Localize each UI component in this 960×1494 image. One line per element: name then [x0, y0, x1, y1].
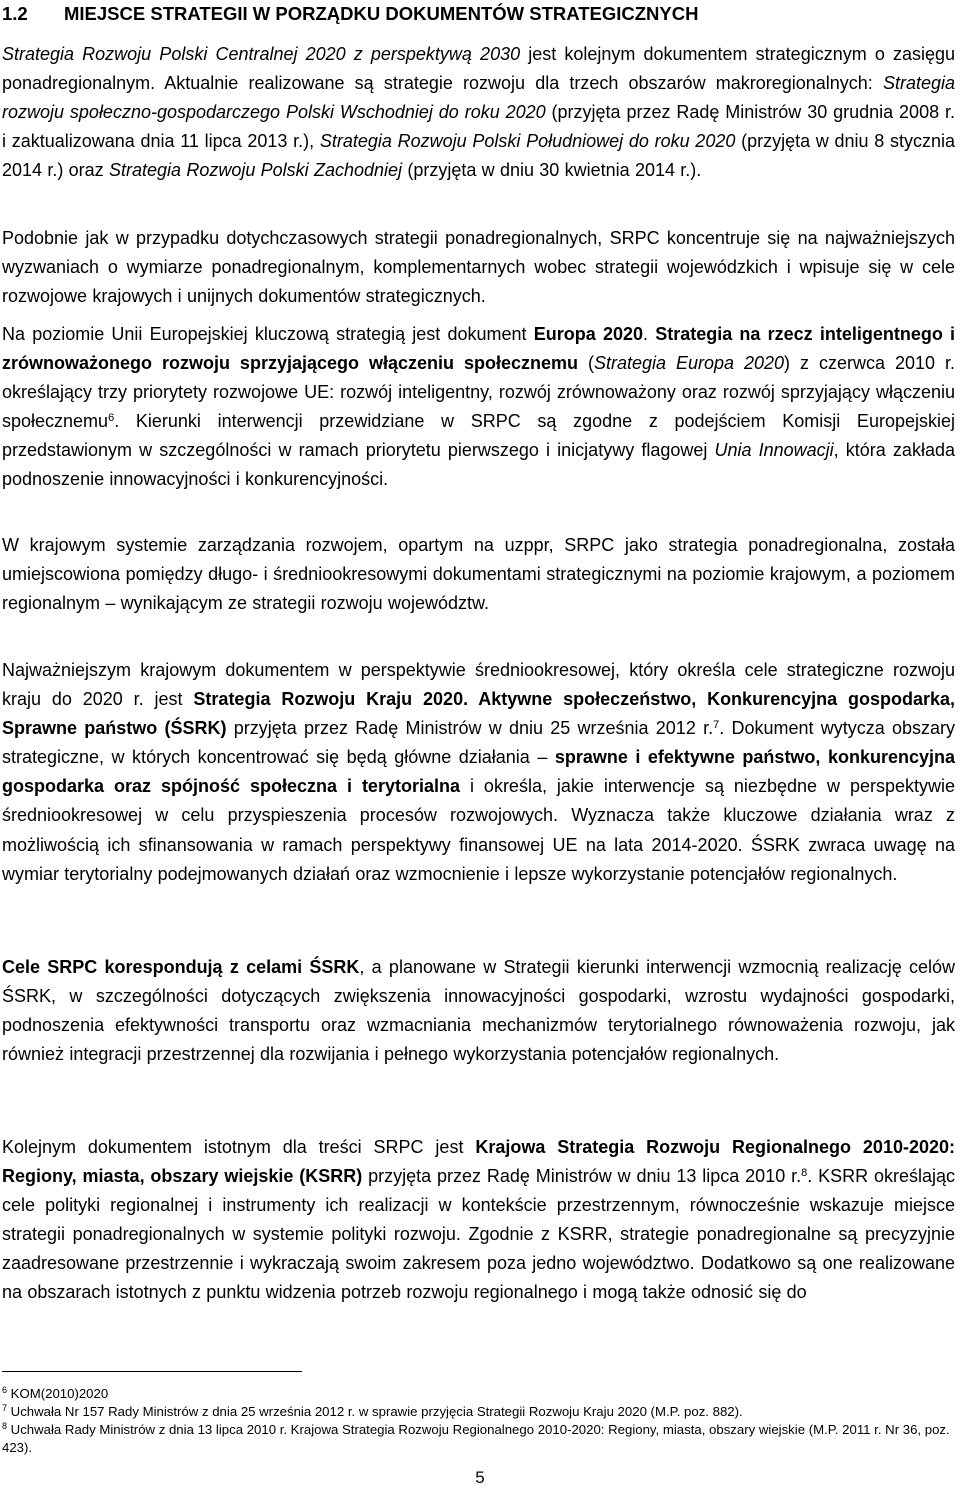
paragraph-2 [2, 224, 955, 311]
p5-text: przyjęta przez Radę Ministrów w dniu 25 września 2012 r. [226, 718, 714, 739]
footnote-ref-6[interactable]: 6 [108, 412, 115, 425]
p1-doc-title: Strategia Rozwoju Polski Centralnej 2020 z perspektywą 2030 [2, 44, 521, 64]
p3-text: , która zakłada podnoszenie innowacyjności i konkurencyjności. [2, 440, 955, 490]
p4-text: W krajowym systemie zarządzania rozwojem, opartym na uzppr, SRPC jako strategia ponadregionalna, została umiejscowiona pomiędzy długo- i średniookresowymi dokumentami strategicznymi na poziomie krajowym, a poziomem regionalnym – wynikającym ze strategii rozwoju województw. [2, 535, 955, 614]
p3-italic: Unia Innowacji [714, 440, 834, 461]
footnote-separator [2, 1371, 302, 1372]
footnote-ref-7[interactable]: 7 [713, 719, 720, 732]
p7-bold: Krajowa Strategia Rozwoju Regionalnego 2010-2020: Regiony, miasta, obszary wiejskie (KSRR) [2, 1137, 955, 1187]
p3-bold: Strategia na rzecz inteligentnego i zrównoważonego rozwoju sprzyjającego włączeniu społecznemu [2, 324, 956, 374]
p5-bold: Strategia Rozwoju Kraju 2020. Aktywne społeczeństwo, Konkurencyjna gospodarka, Sprawne państwo (ŚSRK) [2, 689, 955, 739]
footnote-8 [2, 1421, 957, 1457]
p5-text: . Dokument wytycza obszary strategiczne, w których koncentrować się będą główne działania – [2, 718, 955, 768]
footnote-number: 7 [2, 1403, 8, 1413]
paragraph-4 [2, 531, 955, 618]
p1-doc-title: Strategia Rozwoju Polski Południowej do roku 2020 [319, 131, 736, 152]
section-number: 1.2 [2, 3, 28, 24]
p1-text: (przyjęta w dniu 30 kwietnia 2014 r.). [402, 160, 702, 181]
p2-text: Podobnie jak w przypadku dotychczasowych strategii ponadregionalnych, SRPC koncentruje się na najważniejszych wyzwaniach o wymiarze ponadregionalnym, komplementarnych wobec strategii wojewódzkich i wpisuje się w cele rozwojowe krajowych i unijnych dokumentów strategicznych. [2, 228, 955, 307]
p3-bold: Europa 2020 [533, 324, 643, 344]
footnotes [2, 1385, 957, 1457]
footnote-7 [2, 1403, 957, 1421]
p5-text: i określa, jakie interwencje są niezbędne w perspektywie średniookresowej w celu przyspieszenia procesów rozwojowych. Wyznacza także kluczowe działania wraz z możliwością ich sfinansowania w ramach perspektywy finansowej UE na lata 2014-2020. ŚSRK zwraca uwagę na wymiar terytorialny podejmowanych działań oraz wzmocnienie i lepsze wykorzystanie potencjałów regionalnych. [2, 776, 955, 884]
p1-text: (przyjęta przez Radę Ministrów 30 grudnia 2008 r. i zaktualizowana dnia 11 lipca 2013 r.), [2, 102, 955, 152]
paragraph-5 [2, 656, 955, 889]
footnote-text: KOM(2010)2020 [7, 1386, 109, 1401]
section-heading [2, 2, 698, 26]
p3-text: Na poziomie Unii Europejskiej kluczową strategią jest dokument [2, 324, 534, 344]
paragraph-1 [2, 40, 955, 185]
paragraph-3 [2, 320, 955, 495]
footnote-ref-8[interactable]: 8 [801, 1167, 808, 1180]
p6-text: , a planowane w Strategii kierunki interwencji wzmocnią realizację celów ŚSRK, w szczególności dotyczących zwiększenia innowacyjności gospodarki, wzrostu wydajności gospodarki, podnoszenia efektywności transportu oraz wzmacniania mechanizmów terytorialnego równoważenia rozwoju, jak również integracji przestrzennej dla rozwijania i pełnego wykorzystania potencjałów regionalnych. [2, 957, 955, 1065]
page-number: 5 [475, 1468, 485, 1487]
footnote-text: Uchwała Rady Ministrów z dnia 13 lipca 2010 r. Krajowa Strategia Rozwoju Regionalnego 2010-2020: Regiony, miasta, obszary wiejskie (M.P. 2011 r. Nr 36, poz. 423). [2, 1422, 950, 1455]
p7-text: przyjęta przez Radę Ministrów w dniu 13 lipca 2010 r. [362, 1166, 802, 1187]
p1-doc-title: Strategia Rozwoju Polski Zachodniej [108, 160, 403, 181]
p3-text: ) z czerwca 2010 r. określający trzy priorytety rozwojowe UE: rozwój inteligentny, rozwój zrównoważony oraz rozwój sprzyjający włączeniu społecznemu [2, 353, 955, 432]
footnote-text: Uchwała Nr 157 Rady Ministrów z dnia 25 września 2012 r. w sprawie przyjęcia Strategii Rozwoju Kraju 2020 (M.P. poz. 882). [7, 1404, 743, 1419]
footnote-number: 6 [2, 1385, 8, 1395]
paragraph-7 [2, 1133, 955, 1308]
p3-italic: Strategia Europa 2020 [593, 353, 785, 374]
p3-text: . Kierunki interwencji przewidziane w SRPC są zgodne z podejściem Komisji Europejskiej przedstawionym w szczególności w ramach priorytetu pierwszego i inicjatywy flagowej [2, 411, 955, 461]
p1-text: (przyjęta w dniu 8 stycznia 2014 r.) oraz [2, 131, 956, 181]
p1-doc-title: Strategia rozwoju społeczno-gospodarczego Polski Wschodniej do roku 2020 [2, 73, 955, 123]
p3-text: ( [578, 353, 594, 374]
footnote-6 [2, 1385, 957, 1403]
footnote-number: 8 [2, 1421, 8, 1431]
p3-text: . [643, 324, 656, 344]
p7-text: Kolejnym dokumentem istotnym dla treści SRPC jest [2, 1137, 476, 1157]
p5-text: Najważniejszym krajowym dokumentem w perspektywie średniookresowej, który określa cele strategiczne rozwoju kraju do 2020 r. jest [2, 660, 955, 710]
p1-text: jest kolejnym dokumentem strategicznym o zasięgu ponadregionalnym. Aktualnie realizowane są strategie rozwoju dla trzech obszarów makroregionalnych: [2, 44, 956, 94]
p7-text: . KSRR określając cele polityki regionalnej i instrumenty ich realizacji w kontekście przestrzennym, równocześnie wskazuje miejsce strategii ponadregionalnych w systemie polityki rozwoju. Zgodnie z KSRR, strategie ponadregionalne są precyzyjnie zaadresowane przestrzennie i wykraczają swoim zakresem poza jedno województwo. Dodatkowo są one realizowane na obszarach istotnych z punktu widzenia potrzeb rozwoju regionalnego i mogą także odnosić się do [2, 1166, 955, 1303]
p5-bold: sprawne i efektywne państwo, konkurencyjna gospodarka oraz spójność społeczna i terytorialna [2, 747, 955, 797]
paragraph-6 [2, 953, 955, 1069]
section-title: MIEJSCE STRATEGII W PORZĄDKU DOKUMENTÓW STRATEGICZNYCH [64, 3, 699, 24]
p6-bold: Cele SRPC korespondują z celami ŚSRK [2, 957, 360, 977]
